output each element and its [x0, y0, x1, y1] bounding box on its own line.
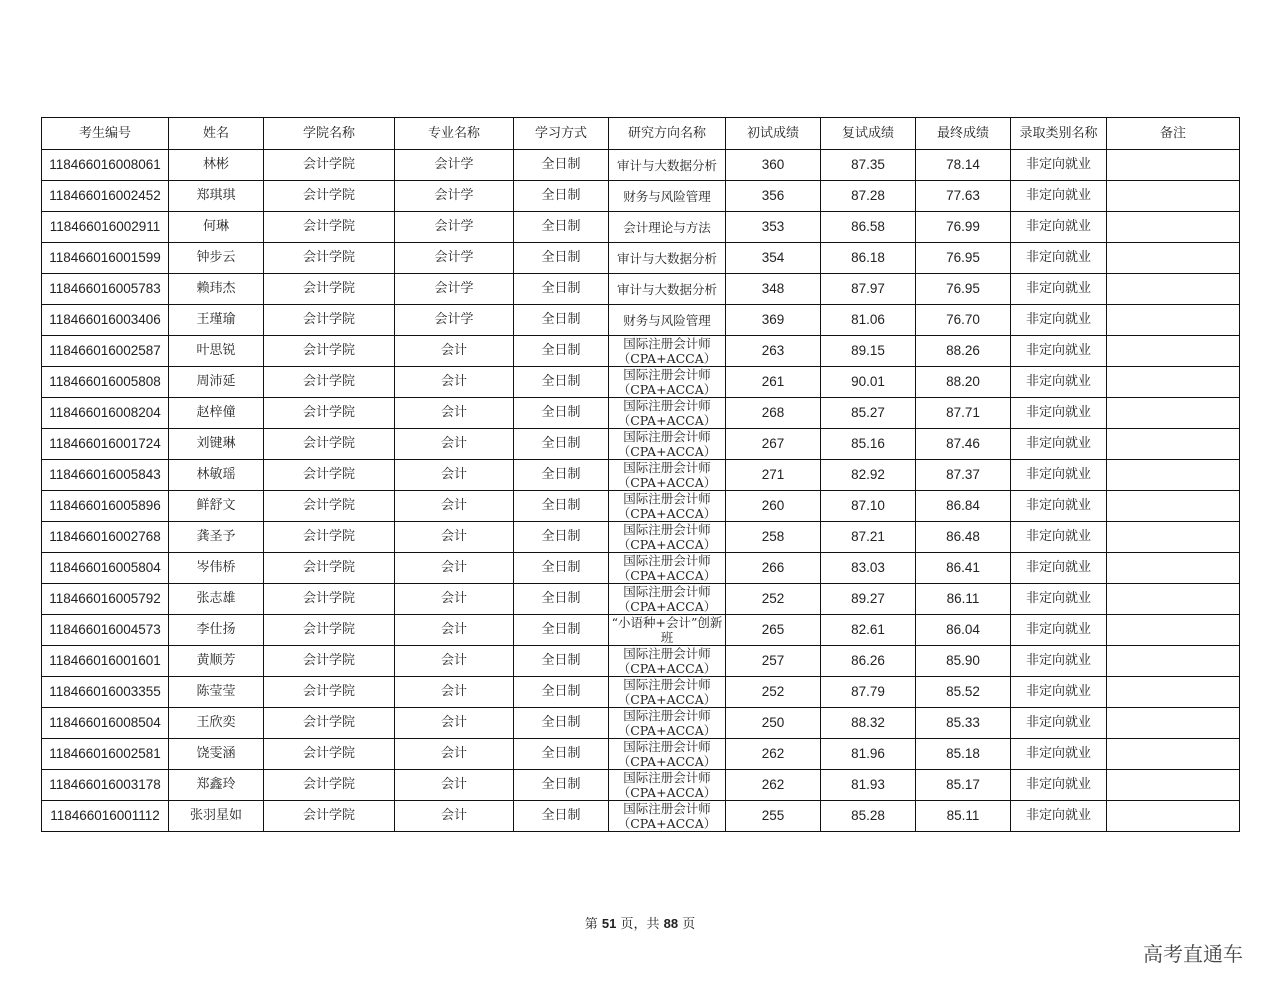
cell-name: 饶雯涵 — [169, 739, 264, 770]
cell-college: 会计学院 — [264, 646, 395, 677]
cell-initial-score: 250 — [726, 708, 821, 739]
cell-remarks — [1107, 677, 1240, 708]
cell-final-score: 85.18 — [916, 739, 1011, 770]
header-retest-score: 复试成绩 — [821, 118, 916, 150]
cell-initial-score: 260 — [726, 491, 821, 522]
footer-prefix: 第 — [584, 917, 598, 932]
cell-final-score: 86.48 — [916, 522, 1011, 553]
cell-research-direction: 国际注册会计师（CPA+ACCA） — [609, 708, 726, 739]
cell-initial-score: 271 — [726, 460, 821, 491]
cell-study-mode: 全日制 — [514, 708, 609, 739]
cell-study-mode: 全日制 — [514, 274, 609, 305]
cell-research-direction: 国际注册会计师（CPA+ACCA） — [609, 460, 726, 491]
cell-initial-score: 267 — [726, 429, 821, 460]
cell-admission-category: 非定向就业 — [1011, 367, 1107, 398]
table-row — [42, 584, 1240, 615]
table-row — [42, 491, 1240, 522]
cell-research-direction: 国际注册会计师（CPA+ACCA） — [609, 491, 726, 522]
table-row — [42, 150, 1240, 181]
cell-exam-id: 118466016005896 — [42, 491, 169, 522]
table-row — [42, 801, 1240, 832]
cell-major: 会计 — [395, 553, 514, 584]
cell-name: 刘键琳 — [169, 429, 264, 460]
cell-final-score: 86.11 — [916, 584, 1011, 615]
cell-study-mode: 全日制 — [514, 801, 609, 832]
cell-research-direction: 国际注册会计师（CPA+ACCA） — [609, 770, 726, 801]
cell-admission-category: 非定向就业 — [1011, 739, 1107, 770]
header-exam-id: 考生编号 — [42, 118, 169, 150]
cell-research-direction: 国际注册会计师（CPA+ACCA） — [609, 553, 726, 584]
watermark: 高考直通车 — [1143, 942, 1243, 966]
cell-retest-score: 87.21 — [821, 522, 916, 553]
cell-exam-id: 118466016002587 — [42, 336, 169, 367]
cell-initial-score: 356 — [726, 181, 821, 212]
cell-remarks — [1107, 522, 1240, 553]
cell-study-mode: 全日制 — [514, 584, 609, 615]
cell-name: 赵梓僮 — [169, 398, 264, 429]
table-row — [42, 615, 1240, 646]
cell-major: 会计 — [395, 460, 514, 491]
table-row — [42, 708, 1240, 739]
table-row — [42, 646, 1240, 677]
cell-final-score: 85.33 — [916, 708, 1011, 739]
cell-study-mode: 全日制 — [514, 336, 609, 367]
cell-name: 周沛延 — [169, 367, 264, 398]
cell-college: 会计学院 — [264, 739, 395, 770]
cell-admission-category: 非定向就业 — [1011, 491, 1107, 522]
cell-research-direction: 国际注册会计师（CPA+ACCA） — [609, 801, 726, 832]
cell-exam-id: 118466016002911 — [42, 212, 169, 243]
cell-research-direction: 国际注册会计师（CPA+ACCA） — [609, 429, 726, 460]
cell-retest-score: 85.28 — [821, 801, 916, 832]
table-row — [42, 212, 1240, 243]
cell-admission-category: 非定向就业 — [1011, 181, 1107, 212]
cell-name: 王瑾瑜 — [169, 305, 264, 336]
cell-remarks — [1107, 801, 1240, 832]
cell-admission-category: 非定向就业 — [1011, 305, 1107, 336]
table-row — [42, 243, 1240, 274]
cell-research-direction: 国际注册会计师（CPA+ACCA） — [609, 367, 726, 398]
cell-initial-score: 266 — [726, 553, 821, 584]
table-header-row — [42, 118, 1240, 150]
cell-initial-score: 255 — [726, 801, 821, 832]
cell-research-direction: 国际注册会计师（CPA+ACCA） — [609, 739, 726, 770]
table-row — [42, 739, 1240, 770]
cell-study-mode: 全日制 — [514, 646, 609, 677]
cell-initial-score: 369 — [726, 305, 821, 336]
cell-major: 会计 — [395, 801, 514, 832]
cell-admission-category: 非定向就业 — [1011, 243, 1107, 274]
cell-admission-category: 非定向就业 — [1011, 150, 1107, 181]
cell-study-mode: 全日制 — [514, 739, 609, 770]
cell-major: 会计 — [395, 336, 514, 367]
cell-major: 会计学 — [395, 212, 514, 243]
cell-name: 张羽星如 — [169, 801, 264, 832]
cell-remarks — [1107, 336, 1240, 367]
cell-initial-score: 268 — [726, 398, 821, 429]
cell-retest-score: 89.27 — [821, 584, 916, 615]
header-admission-category: 录取类别名称 — [1011, 118, 1107, 150]
cell-final-score: 87.71 — [916, 398, 1011, 429]
cell-college: 会计学院 — [264, 429, 395, 460]
cell-remarks — [1107, 646, 1240, 677]
cell-college: 会计学院 — [264, 398, 395, 429]
cell-final-score: 85.90 — [916, 646, 1011, 677]
cell-retest-score: 87.79 — [821, 677, 916, 708]
cell-remarks — [1107, 367, 1240, 398]
cell-retest-score: 87.97 — [821, 274, 916, 305]
page-footer — [0, 913, 1280, 932]
table-row — [42, 553, 1240, 584]
table-row — [42, 367, 1240, 398]
cell-research-direction: 国际注册会计师（CPA+ACCA） — [609, 584, 726, 615]
cell-study-mode: 全日制 — [514, 522, 609, 553]
cell-remarks — [1107, 584, 1240, 615]
cell-college: 会计学院 — [264, 801, 395, 832]
cell-study-mode: 全日制 — [514, 615, 609, 646]
cell-retest-score: 88.32 — [821, 708, 916, 739]
cell-research-direction: 财务与风险管理 — [609, 181, 726, 212]
cell-major: 会计 — [395, 739, 514, 770]
cell-name: 鲜舒文 — [169, 491, 264, 522]
cell-exam-id: 118466016002452 — [42, 181, 169, 212]
cell-admission-category: 非定向就业 — [1011, 553, 1107, 584]
cell-major: 会计学 — [395, 274, 514, 305]
cell-admission-category: 非定向就业 — [1011, 212, 1107, 243]
cell-retest-score: 87.35 — [821, 150, 916, 181]
admission-table — [41, 117, 1240, 832]
table-row — [42, 305, 1240, 336]
cell-final-score: 76.95 — [916, 243, 1011, 274]
cell-college: 会计学院 — [264, 677, 395, 708]
cell-initial-score: 262 — [726, 770, 821, 801]
cell-research-direction: 国际注册会计师（CPA+ACCA） — [609, 677, 726, 708]
cell-major: 会计 — [395, 429, 514, 460]
cell-remarks — [1107, 460, 1240, 491]
cell-study-mode: 全日制 — [514, 491, 609, 522]
cell-exam-id: 118466016001724 — [42, 429, 169, 460]
cell-major: 会计 — [395, 522, 514, 553]
table-row — [42, 398, 1240, 429]
cell-study-mode: 全日制 — [514, 398, 609, 429]
cell-college: 会计学院 — [264, 367, 395, 398]
cell-final-score: 87.37 — [916, 460, 1011, 491]
cell-retest-score: 85.27 — [821, 398, 916, 429]
cell-research-direction: 国际注册会计师（CPA+ACCA） — [609, 522, 726, 553]
cell-study-mode: 全日制 — [514, 770, 609, 801]
cell-exam-id: 118466016005792 — [42, 584, 169, 615]
cell-research-direction: “小语种+会计”创新班 — [609, 615, 726, 646]
cell-initial-score: 257 — [726, 646, 821, 677]
cell-college: 会计学院 — [264, 553, 395, 584]
cell-research-direction: 审计与大数据分析 — [609, 243, 726, 274]
cell-admission-category: 非定向就业 — [1011, 522, 1107, 553]
cell-remarks — [1107, 553, 1240, 584]
cell-remarks — [1107, 770, 1240, 801]
cell-retest-score: 85.16 — [821, 429, 916, 460]
cell-major: 会计 — [395, 677, 514, 708]
cell-final-score: 85.11 — [916, 801, 1011, 832]
cell-major: 会计学 — [395, 243, 514, 274]
cell-name: 王欣奕 — [169, 708, 264, 739]
cell-retest-score: 86.58 — [821, 212, 916, 243]
cell-exam-id: 118466016003406 — [42, 305, 169, 336]
cell-exam-id: 118466016008204 — [42, 398, 169, 429]
cell-college: 会计学院 — [264, 522, 395, 553]
cell-initial-score: 252 — [726, 584, 821, 615]
cell-retest-score: 87.10 — [821, 491, 916, 522]
cell-final-score: 76.99 — [916, 212, 1011, 243]
cell-initial-score: 265 — [726, 615, 821, 646]
cell-study-mode: 全日制 — [514, 429, 609, 460]
cell-remarks — [1107, 739, 1240, 770]
cell-name: 陈莹莹 — [169, 677, 264, 708]
cell-initial-score: 262 — [726, 739, 821, 770]
cell-study-mode: 全日制 — [514, 212, 609, 243]
cell-major: 会计学 — [395, 150, 514, 181]
cell-final-score: 76.70 — [916, 305, 1011, 336]
footer-mid: 页，共 — [620, 917, 660, 932]
cell-remarks — [1107, 708, 1240, 739]
cell-study-mode: 全日制 — [514, 677, 609, 708]
cell-initial-score: 258 — [726, 522, 821, 553]
cell-initial-score: 252 — [726, 677, 821, 708]
cell-name: 赖玮杰 — [169, 274, 264, 305]
cell-remarks — [1107, 491, 1240, 522]
cell-name: 林彬 — [169, 150, 264, 181]
cell-college: 会计学院 — [264, 181, 395, 212]
cell-admission-category: 非定向就业 — [1011, 584, 1107, 615]
cell-exam-id: 118466016005843 — [42, 460, 169, 491]
cell-study-mode: 全日制 — [514, 243, 609, 274]
cell-final-score: 76.95 — [916, 274, 1011, 305]
cell-exam-id: 118466016008061 — [42, 150, 169, 181]
cell-name: 郑琪琪 — [169, 181, 264, 212]
header-study-mode: 学习方式 — [514, 118, 609, 150]
cell-exam-id: 118466016001599 — [42, 243, 169, 274]
cell-research-direction: 审计与大数据分析 — [609, 274, 726, 305]
cell-major: 会计 — [395, 646, 514, 677]
cell-name: 林敏瑶 — [169, 460, 264, 491]
cell-name: 何琳 — [169, 212, 264, 243]
cell-final-score: 86.04 — [916, 615, 1011, 646]
cell-retest-score: 89.15 — [821, 336, 916, 367]
cell-major: 会计 — [395, 615, 514, 646]
table-row — [42, 181, 1240, 212]
cell-final-score: 85.52 — [916, 677, 1011, 708]
cell-retest-score: 81.06 — [821, 305, 916, 336]
cell-name: 岑伟桥 — [169, 553, 264, 584]
cell-major: 会计学 — [395, 181, 514, 212]
cell-exam-id: 118466016005804 — [42, 553, 169, 584]
table-row — [42, 429, 1240, 460]
header-final-score: 最终成绩 — [916, 118, 1011, 150]
cell-exam-id: 118466016004573 — [42, 615, 169, 646]
cell-initial-score: 261 — [726, 367, 821, 398]
cell-study-mode: 全日制 — [514, 305, 609, 336]
cell-initial-score: 263 — [726, 336, 821, 367]
cell-remarks — [1107, 305, 1240, 336]
footer-suffix: 页 — [682, 917, 696, 932]
cell-retest-score: 87.28 — [821, 181, 916, 212]
cell-admission-category: 非定向就业 — [1011, 770, 1107, 801]
cell-college: 会计学院 — [264, 305, 395, 336]
cell-initial-score: 348 — [726, 274, 821, 305]
cell-study-mode: 全日制 — [514, 553, 609, 584]
cell-retest-score: 81.96 — [821, 739, 916, 770]
cell-study-mode: 全日制 — [514, 460, 609, 491]
cell-college: 会计学院 — [264, 491, 395, 522]
cell-retest-score: 86.18 — [821, 243, 916, 274]
cell-retest-score: 90.01 — [821, 367, 916, 398]
cell-remarks — [1107, 243, 1240, 274]
cell-major: 会计 — [395, 770, 514, 801]
cell-admission-category: 非定向就业 — [1011, 429, 1107, 460]
header-major: 专业名称 — [395, 118, 514, 150]
cell-name: 张志雄 — [169, 584, 264, 615]
cell-college: 会计学院 — [264, 708, 395, 739]
table-row — [42, 460, 1240, 491]
cell-admission-category: 非定向就业 — [1011, 801, 1107, 832]
cell-remarks — [1107, 398, 1240, 429]
table-row — [42, 522, 1240, 553]
header-name: 姓名 — [169, 118, 264, 150]
cell-admission-category: 非定向就业 — [1011, 646, 1107, 677]
cell-initial-score: 354 — [726, 243, 821, 274]
cell-major: 会计 — [395, 584, 514, 615]
cell-final-score: 86.41 — [916, 553, 1011, 584]
cell-admission-category: 非定向就业 — [1011, 398, 1107, 429]
cell-name: 李仕扬 — [169, 615, 264, 646]
cell-final-score: 85.17 — [916, 770, 1011, 801]
cell-major: 会计 — [395, 398, 514, 429]
cell-major: 会计 — [395, 367, 514, 398]
cell-exam-id: 118466016003178 — [42, 770, 169, 801]
cell-college: 会计学院 — [264, 243, 395, 274]
cell-research-direction: 国际注册会计师（CPA+ACCA） — [609, 646, 726, 677]
cell-college: 会计学院 — [264, 274, 395, 305]
cell-retest-score: 83.03 — [821, 553, 916, 584]
cell-exam-id: 118466016003355 — [42, 677, 169, 708]
table-row — [42, 274, 1240, 305]
table-row — [42, 336, 1240, 367]
cell-study-mode: 全日制 — [514, 181, 609, 212]
cell-research-direction: 财务与风险管理 — [609, 305, 726, 336]
cell-college: 会计学院 — [264, 336, 395, 367]
cell-remarks — [1107, 429, 1240, 460]
cell-final-score: 78.14 — [916, 150, 1011, 181]
table-row — [42, 770, 1240, 801]
cell-admission-category: 非定向就业 — [1011, 274, 1107, 305]
cell-research-direction: 审计与大数据分析 — [609, 150, 726, 181]
cell-college: 会计学院 — [264, 212, 395, 243]
cell-college: 会计学院 — [264, 150, 395, 181]
cell-exam-id: 118466016001601 — [42, 646, 169, 677]
cell-research-direction: 国际注册会计师（CPA+ACCA） — [609, 398, 726, 429]
cell-research-direction: 会计理论与方法 — [609, 212, 726, 243]
cell-final-score: 86.84 — [916, 491, 1011, 522]
table-row — [42, 677, 1240, 708]
cell-final-score: 87.46 — [916, 429, 1011, 460]
cell-major: 会计学 — [395, 305, 514, 336]
cell-exam-id: 118466016001112 — [42, 801, 169, 832]
cell-exam-id: 118466016008504 — [42, 708, 169, 739]
cell-final-score: 88.20 — [916, 367, 1011, 398]
cell-final-score: 77.63 — [916, 181, 1011, 212]
cell-admission-category: 非定向就业 — [1011, 460, 1107, 491]
header-college: 学院名称 — [264, 118, 395, 150]
cell-name: 黄顺芳 — [169, 646, 264, 677]
header-research-direction: 研究方向名称 — [609, 118, 726, 150]
cell-name: 钟步云 — [169, 243, 264, 274]
cell-remarks — [1107, 274, 1240, 305]
cell-remarks — [1107, 615, 1240, 646]
cell-admission-category: 非定向就业 — [1011, 615, 1107, 646]
cell-initial-score: 353 — [726, 212, 821, 243]
cell-retest-score: 82.61 — [821, 615, 916, 646]
total-pages: 88 — [663, 916, 679, 931]
cell-admission-category: 非定向就业 — [1011, 677, 1107, 708]
cell-exam-id: 118466016005808 — [42, 367, 169, 398]
cell-remarks — [1107, 150, 1240, 181]
header-remarks: 备注 — [1107, 118, 1240, 150]
cell-retest-score: 81.93 — [821, 770, 916, 801]
cell-exam-id: 118466016002768 — [42, 522, 169, 553]
cell-initial-score: 360 — [726, 150, 821, 181]
cell-remarks — [1107, 212, 1240, 243]
cell-exam-id: 118466016002581 — [42, 739, 169, 770]
cell-admission-category: 非定向就业 — [1011, 336, 1107, 367]
cell-name: 叶思锐 — [169, 336, 264, 367]
cell-college: 会计学院 — [264, 584, 395, 615]
cell-college: 会计学院 — [264, 770, 395, 801]
cell-college: 会计学院 — [264, 460, 395, 491]
cell-college: 会计学院 — [264, 615, 395, 646]
cell-major: 会计 — [395, 491, 514, 522]
cell-remarks — [1107, 181, 1240, 212]
cell-name: 龚圣予 — [169, 522, 264, 553]
cell-retest-score: 86.26 — [821, 646, 916, 677]
cell-final-score: 88.26 — [916, 336, 1011, 367]
cell-exam-id: 118466016005783 — [42, 274, 169, 305]
cell-study-mode: 全日制 — [514, 367, 609, 398]
header-initial-score: 初试成绩 — [726, 118, 821, 150]
cell-major: 会计 — [395, 708, 514, 739]
page-number: 51 — [601, 916, 617, 931]
cell-retest-score: 82.92 — [821, 460, 916, 491]
cell-study-mode: 全日制 — [514, 150, 609, 181]
cell-research-direction: 国际注册会计师（CPA+ACCA） — [609, 336, 726, 367]
cell-admission-category: 非定向就业 — [1011, 708, 1107, 739]
cell-name: 郑鑫玲 — [169, 770, 264, 801]
